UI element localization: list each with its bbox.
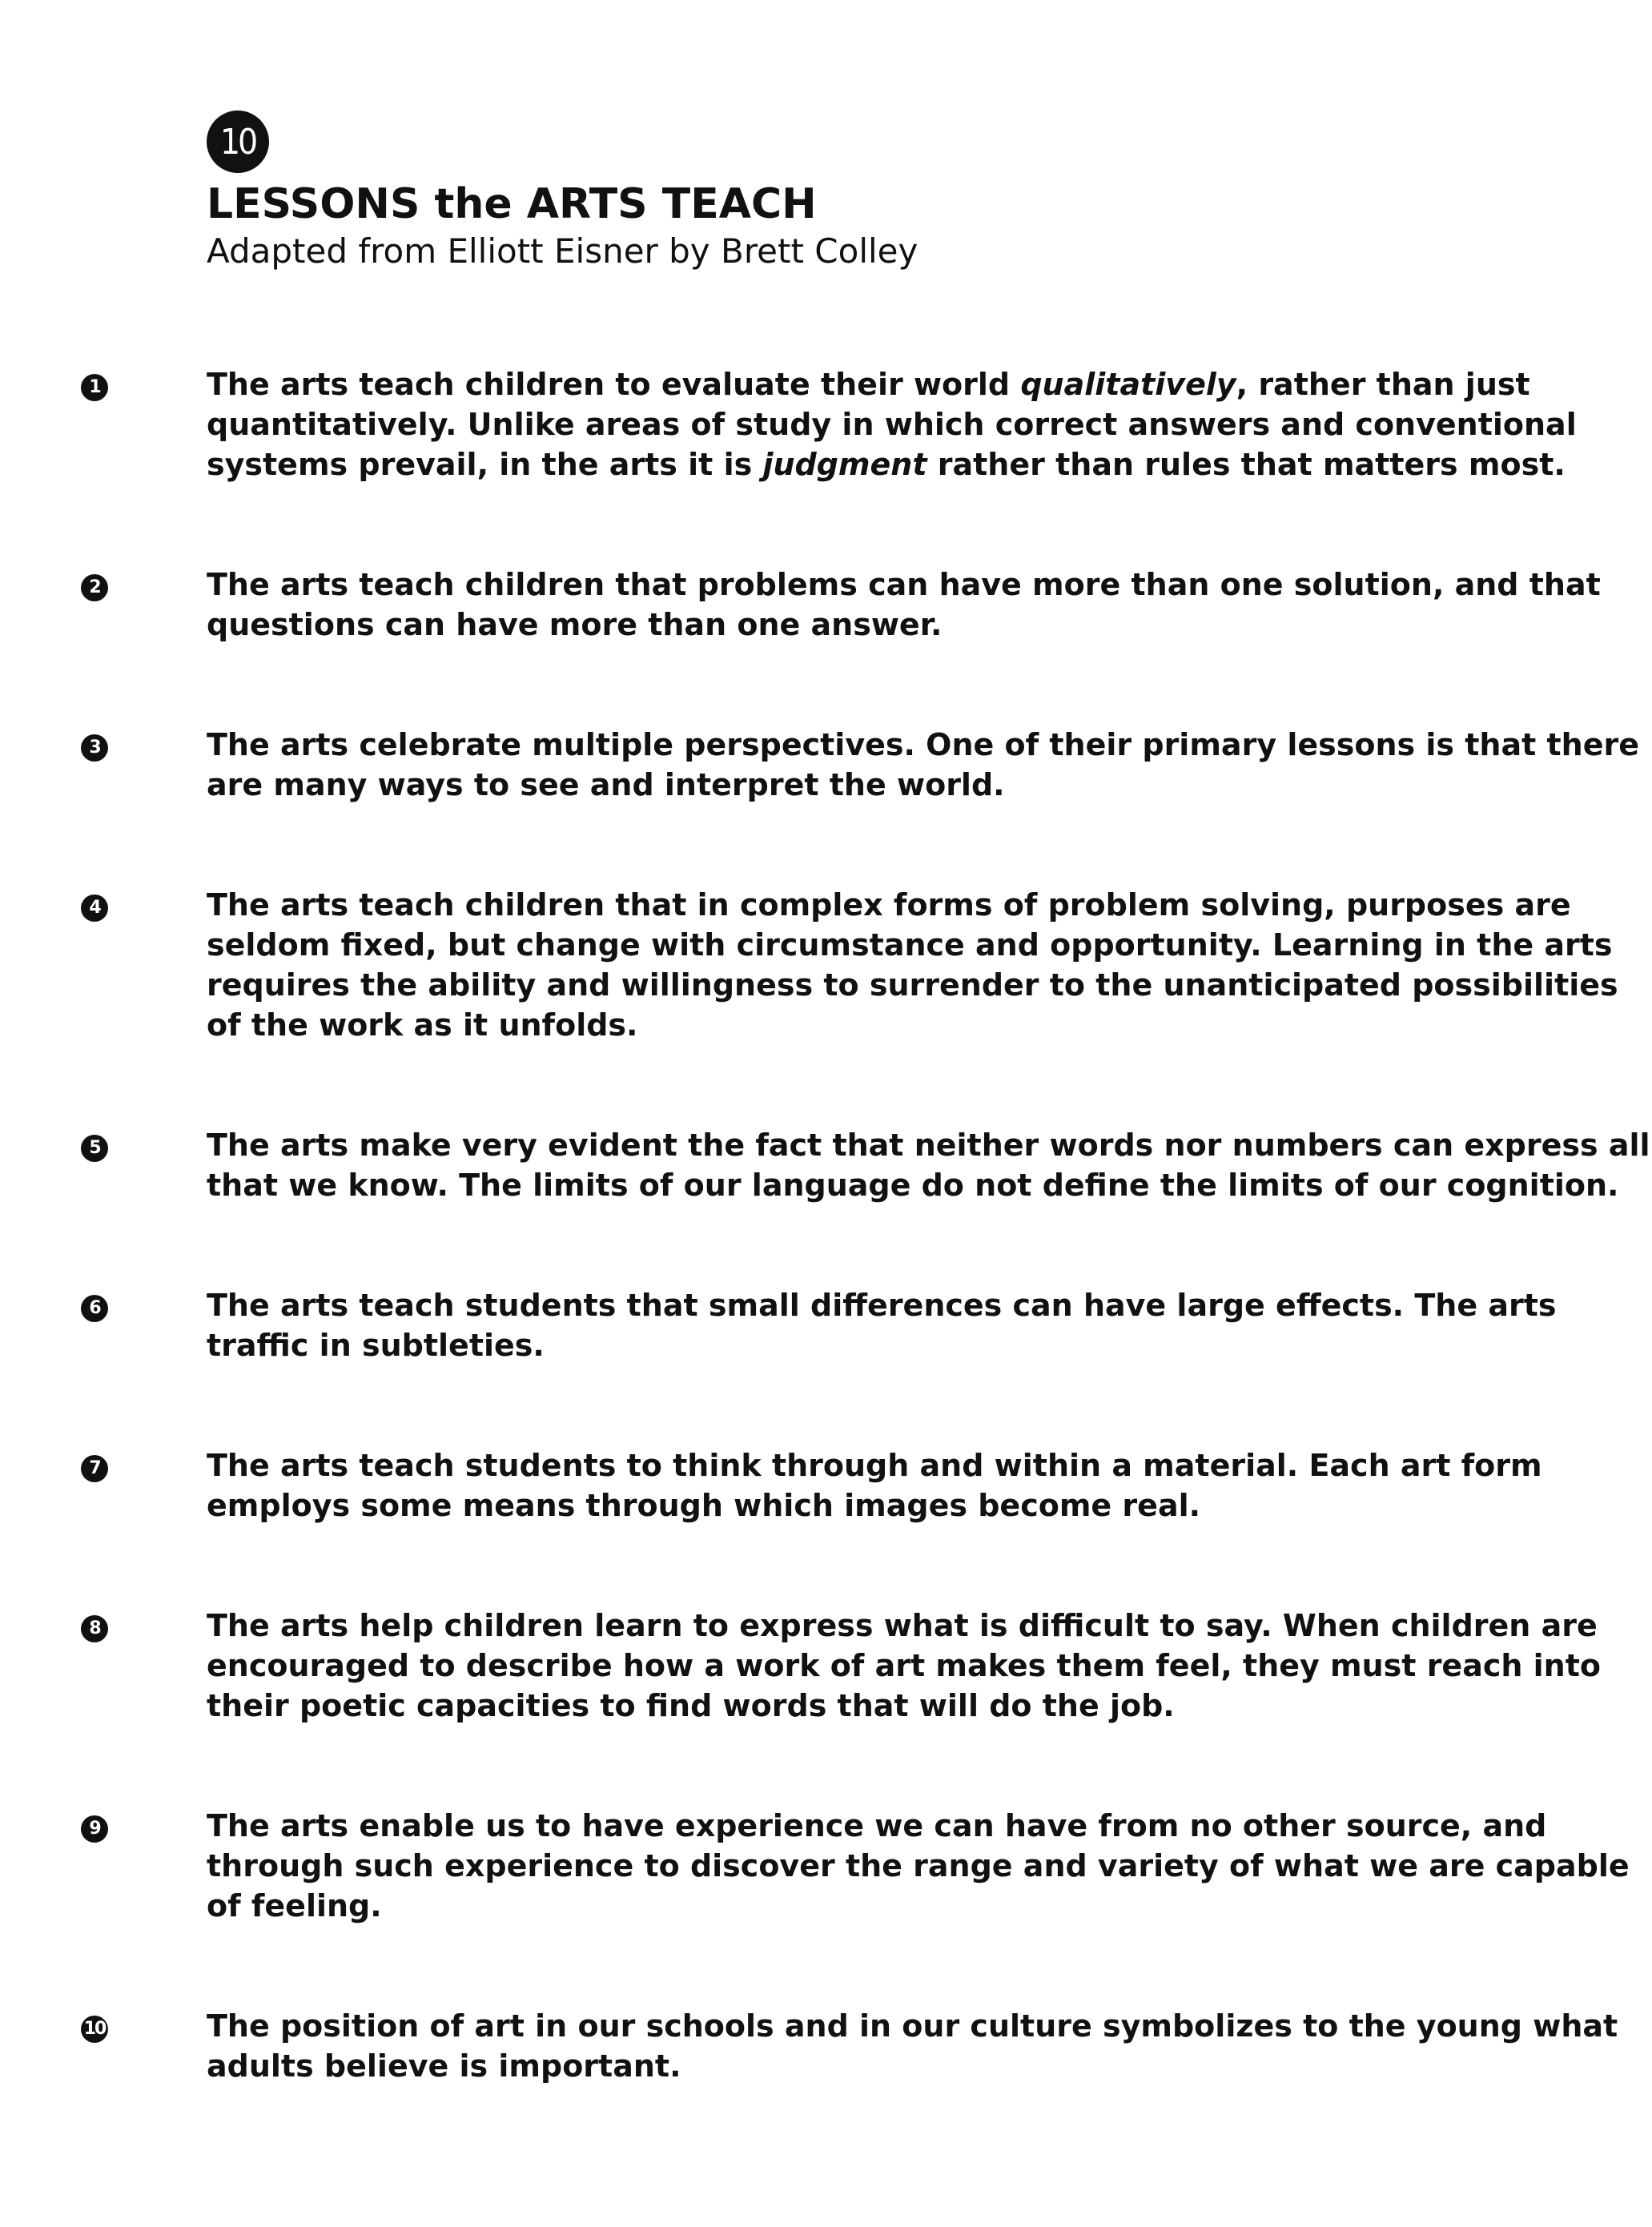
lesson-text — [207, 1285, 1557, 1365]
lesson-text-line: seldom fixed, but change with circumstance and opportunity. Learning in the arts — [207, 927, 1613, 963]
lesson-number-marker: 7 — [81, 1455, 108, 1482]
lesson-text-line: questions can have more than one answer. — [207, 607, 943, 642]
page-subtitle: Adapted from Elliott Eisner by Brett Colley — [207, 231, 918, 271]
lesson-text-line: are many ways to see and interpret the world. — [207, 767, 1005, 802]
lesson-text-line: through such experience to discover the range and variety of what we are capable — [207, 1848, 1630, 1883]
lesson-text-line: that we know. The limits of our language do not define the limits of our cognition. — [207, 1168, 1619, 1203]
lesson-text — [207, 725, 1639, 805]
lesson-text — [207, 1125, 1650, 1205]
lesson-text-line — [207, 364, 1536, 404]
lesson-text-line — [207, 444, 1566, 484]
lesson-number-marker: 10 — [81, 2016, 108, 2043]
lesson-text-line: their poetic capacities to find words that will do the job. — [207, 1688, 1175, 1723]
lesson-text-line: of feeling. — [207, 1888, 382, 1924]
lesson-text — [207, 565, 1601, 645]
text-segment: The arts teach children to evaluate their world — [207, 367, 1021, 402]
text-segment: systems prevail, in the arts it is — [207, 447, 763, 482]
lesson-text-line: The arts teach children that in complex forms of problem solving, purposes are — [207, 887, 1571, 923]
lesson-number-marker: 6 — [81, 1295, 108, 1322]
lesson-text — [207, 1806, 1630, 1926]
lesson-text-line: of the work as it unfolds. — [207, 1007, 638, 1043]
lesson-text-line: requires the ability and willingness to surrender to the unanticipated possibilities — [207, 967, 1618, 1003]
lesson-number-marker: 9 — [81, 1815, 108, 1843]
text-segment: , rather than just — [1236, 367, 1530, 402]
lesson-text — [207, 364, 1577, 484]
lesson-text-line: adults believe is important. — [207, 2048, 681, 2084]
lesson-text-line: traffic in subtleties. — [207, 1328, 545, 1363]
lesson-text-line: The arts teach children that problems can have more than one solution, and that — [207, 567, 1601, 602]
lesson-number-marker: 2 — [81, 574, 108, 601]
lesson-text — [207, 1606, 1602, 1726]
lesson-number-marker: 4 — [81, 894, 108, 922]
lesson-text-line: The arts teach students to think through and within a material. Each art form — [207, 1448, 1542, 1483]
lesson-text-line: encouraged to describe how a work of art makes them feel, they must reach into — [207, 1648, 1602, 1683]
lesson-text-line: employs some means through which images become real. — [207, 1488, 1201, 1523]
page-number-badge: 10 — [207, 111, 269, 173]
lesson-number-marker: 8 — [81, 1615, 108, 1642]
emphasis-text: judgment — [762, 447, 927, 482]
lesson-text-line: The arts make very evident the fact that neither words nor numbers can express all — [207, 1128, 1650, 1163]
lesson-text-line: The arts celebrate multiple perspectives. One of their primary lessons is that there — [207, 727, 1639, 762]
lesson-text — [207, 885, 1618, 1045]
lesson-text-line: The position of art in our schools and in our culture symbolizes to the young what — [207, 2008, 1618, 2044]
text-segment: rather than rules that matters most. — [926, 447, 1566, 482]
lesson-text-line: quantitatively. Unlike areas of study in which correct answers and conventional — [207, 407, 1577, 442]
lesson-number-marker: 3 — [81, 734, 108, 762]
lesson-text-line: The arts help children learn to express what is difficult to say. When children are — [207, 1608, 1598, 1643]
emphasis-text: qualitatively — [1020, 367, 1236, 402]
lesson-text — [207, 1445, 1542, 1526]
page-title: LESSONS the ARTS TEACH — [207, 180, 817, 228]
lesson-number-marker: 1 — [81, 374, 108, 401]
lesson-number-marker: 5 — [81, 1135, 108, 1162]
lesson-text — [207, 2006, 1618, 2086]
lesson-text-line: The arts enable us to have experience we can have from no other source, and — [207, 1808, 1547, 1843]
lesson-text-line: The arts teach students that small differences can have large effects. The arts — [207, 1288, 1557, 1323]
